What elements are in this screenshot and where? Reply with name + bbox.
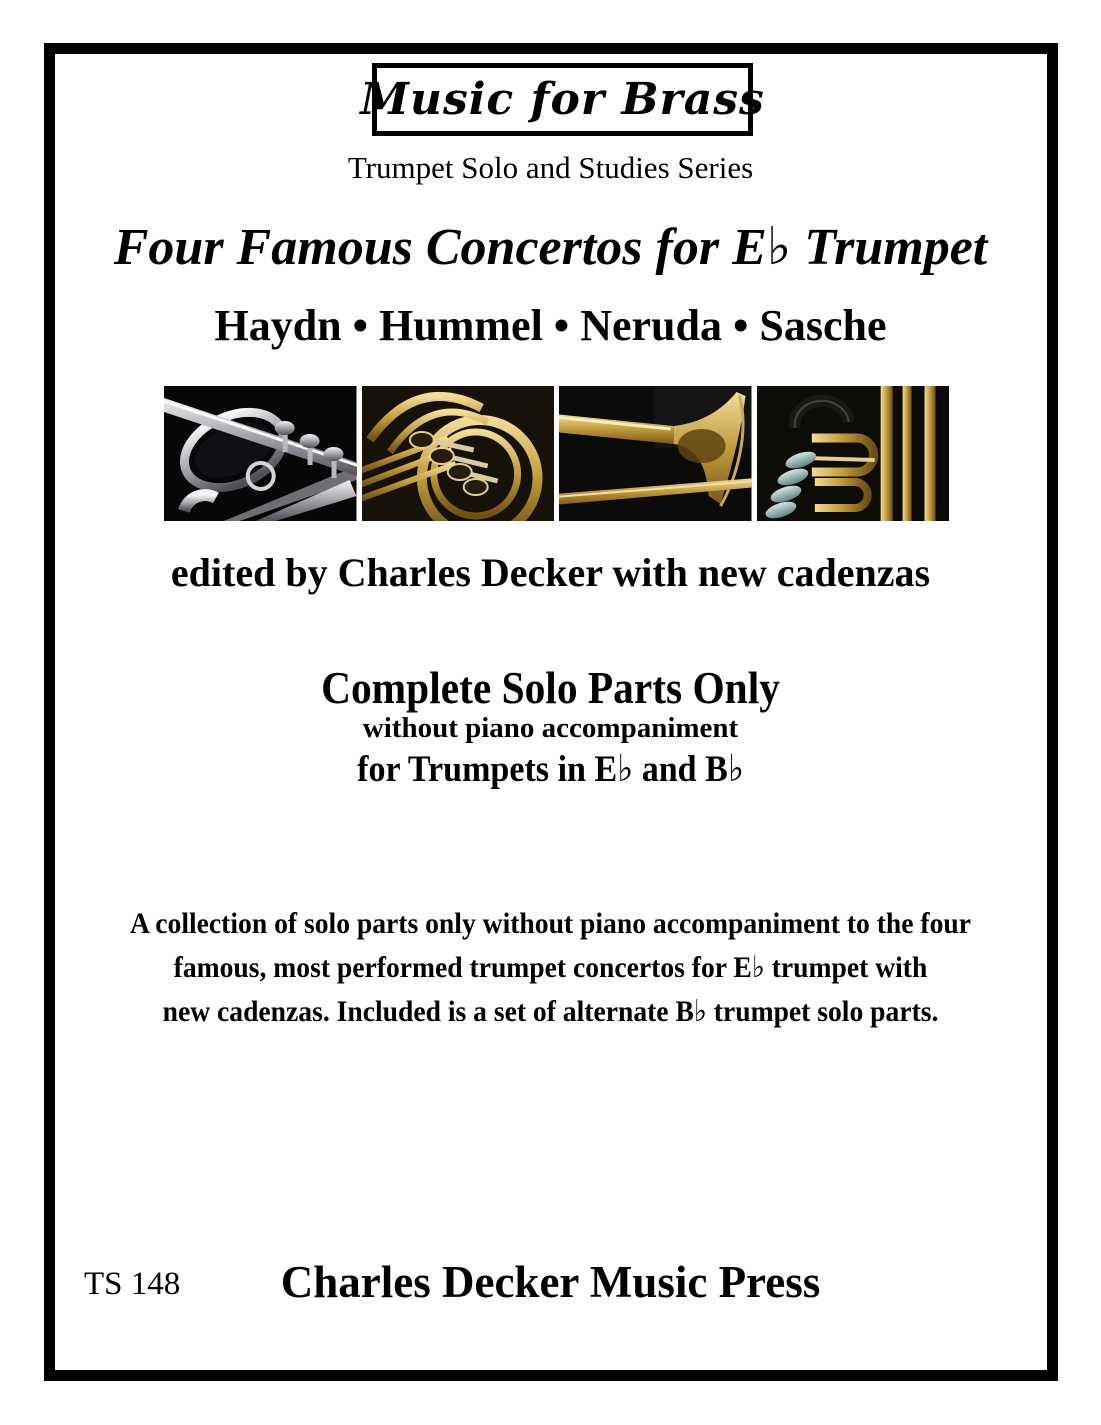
publisher-name: Charles Decker Music Press bbox=[280, 1257, 821, 1307]
description-line: famous, most performed trumpet concertos for E♭ trumpet with bbox=[173, 951, 928, 984]
brand-box bbox=[360, 63, 765, 136]
main-title: Four Famous Concertos for E♭ Trumpet bbox=[113, 219, 988, 276]
composers-line: Haydn • Hummel • Neruda • Sasche bbox=[214, 301, 887, 350]
trumpet-keys-line: for Trumpets in E♭ and B♭ bbox=[357, 749, 744, 790]
french-horn-photo bbox=[362, 386, 555, 521]
description-line: new cadenzas. Included is a set of alternate B♭ trumpet solo parts. bbox=[162, 995, 939, 1028]
silver-trumpet-photo bbox=[164, 386, 357, 521]
trombone-bell-photo bbox=[559, 386, 752, 521]
brand-title: Music for Brass bbox=[360, 74, 765, 125]
edited-by-line: edited by Charles Decker with new cadenzas bbox=[170, 550, 931, 595]
series-subtitle: Trumpet Solo and Studies Series bbox=[347, 150, 754, 185]
catalog-number: TS 148 bbox=[84, 1266, 181, 1302]
tuba-valves-photo bbox=[757, 386, 950, 521]
description-line: A collection of solo parts only without piano accompaniment to the four bbox=[129, 907, 972, 940]
solo-parts-heading: Complete Solo Parts Only bbox=[321, 663, 780, 713]
description-paragraph bbox=[0, 902, 1101, 1034]
photo-strip bbox=[164, 386, 949, 521]
piano-accompaniment-note: without piano accompaniment bbox=[362, 712, 739, 744]
